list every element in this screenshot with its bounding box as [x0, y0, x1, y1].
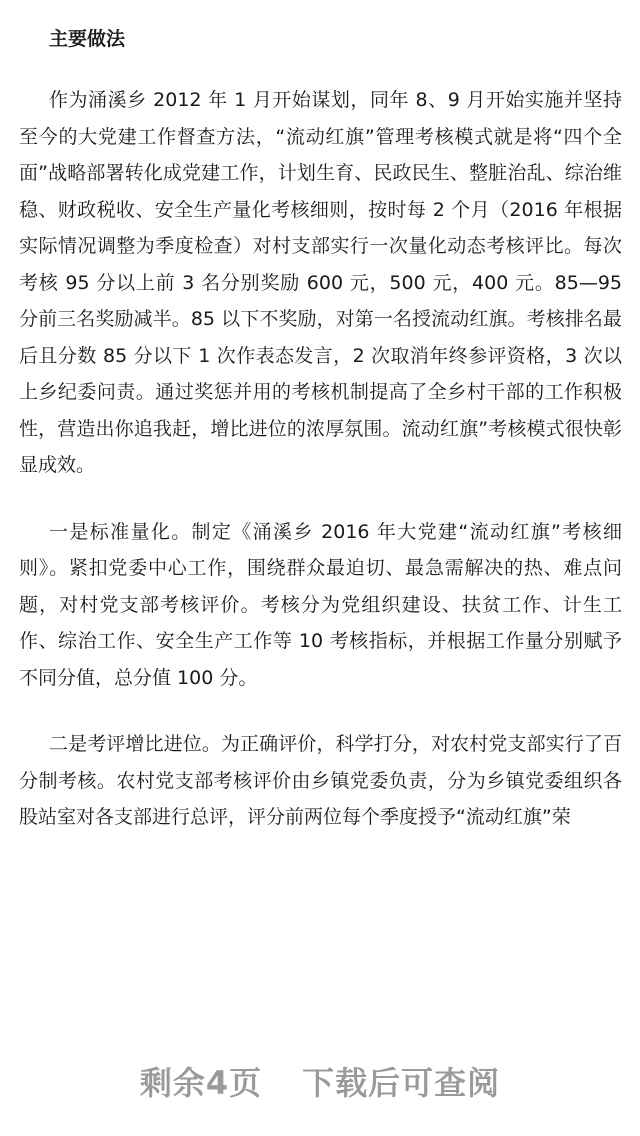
paragraph-standard-quantification: 一是标准量化。制定《涌溪乡 2016 年大党建“流动红旗”考核细则》。紧扣党委中心工作，围绕群众最迫切、最急需解决的热、难点问题，对村党支部考核评价。考核分为党组织建设、扶贫工作、计生工作、综治工作、安全生产工作等 10 考核指标，并根据工作量分别赋予不同分值，总分值 100 分。	[19, 520, 622, 689]
paragraph-intro: 作为涌溪乡 2012 年 1 月开始谋划，同年 8、9 月开始实施并坚持至今的大党建工作督查方法，“流动红旗”管理考核模式就是将“四个全面”战略部署转化成党建工作，计划生育、民政民生、整脏治乱、综治维稳、财政税收、安全生产量化考核细则，按时每 2 个月（2016 年根据实际情况调整为季度检查）对村支部实行一次量化动态考核评比。每次考核 95 分以上前 3 名分别奖励 600 元，500 元，400 元。85—95 分前三名奖励减半。85 以下不奖励，对第一名授流动红旗。考核排名最后且分数 85 分以下 1 次作表态发言，2 次取消年终参评资格，3 次以上乡纪委问责。通过奖惩并用的考核机制提高了全乡村干部的工作积极性，营造出你追我赶，增比进位的浓厚氛围。流动红旗”考核模式很快彰显成效。	[19, 89, 622, 476]
section-heading: 主要做法	[49, 28, 126, 50]
paragraph-evaluation: 二是考评增比进位。为正确评价，科学打分，对农村党支部实行了百分制考核。农村党支部考核评价由乡镇党委负责，分为乡镇党委组织各股站室对各支部进行总评，评分前两位每个季度授予“流动红旗”荣	[19, 733, 622, 828]
download-hint-label: 下载后可查阅	[302, 1064, 501, 1102]
download-banner[interactable]	[0, 1058, 640, 1104]
document-body	[19, 24, 622, 836]
remaining-pages-label: 剩余4页	[139, 1064, 263, 1102]
